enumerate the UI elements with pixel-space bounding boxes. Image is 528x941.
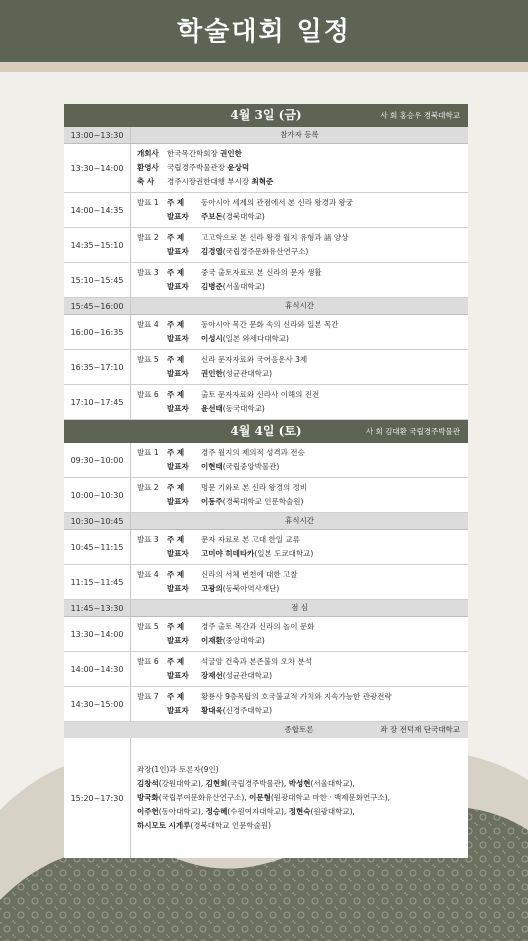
session-topic: 중국 출토자료로 본 신라의 문자 생활 — [201, 268, 322, 277]
time-cell: 14:00~14:35 — [64, 193, 131, 227]
opening-item: 환영사 국립경주박물관장 윤상덕 — [137, 163, 250, 172]
day1-date: 4월 3일 (금) — [230, 108, 302, 122]
registration-label: 참가자 등록 — [280, 130, 319, 139]
row-break — [64, 513, 468, 530]
panelist-line: 하시모토 시게루(경북대학교 인문학술원) — [137, 821, 272, 830]
session-topic: 문자 자료로 본 고대 한일 교류 — [201, 535, 300, 544]
time-cell: 09:30~10:00 — [64, 443, 131, 477]
lunch-label: 점 심 — [291, 603, 308, 612]
session-topic: 신라의 서체 변천에 대한 고찰 — [201, 570, 298, 579]
time-cell: 15:20~17:30 — [64, 738, 131, 858]
session-topic: 석굴암 건축과 본존불의 오차 분석 — [201, 657, 312, 666]
schedule-table — [64, 104, 468, 858]
panelist-line: 김창석(강원대학교), 김현희(국립경주박물관), 박성현(서울대학교), — [137, 779, 355, 788]
presenter-name: 고광의 — [201, 584, 223, 593]
presenter-name: 이동주 — [201, 497, 223, 506]
day1-header — [64, 104, 468, 127]
session-topic: 출토 문자자료와 신라사 이해의 진전 — [201, 390, 320, 399]
presenter-name: 김병준 — [201, 282, 223, 291]
presenter-name: 황대욱 — [201, 706, 223, 715]
time-cell: 17:10~17:45 — [64, 385, 131, 419]
time-cell: 16:00~16:35 — [64, 315, 131, 349]
row-discussion — [64, 738, 468, 858]
day2-chair: 사 회 김대환 국립경주박물관 — [365, 427, 460, 436]
time-cell: 14:30~15:00 — [64, 687, 131, 721]
session-topic: 명문 기와로 본 신라 왕경의 정비 — [201, 483, 308, 492]
row-session: 09:30~10:00 발표 1 주 제 경주 월지의 제의적 성격과 전승 발표자 이현태(국립중앙박물관) — [64, 443, 468, 478]
panelist-line: 이주헌(동아대학교), 정승혜(수원여자대학교), 정현숙(원광대학교), — [137, 807, 355, 816]
time-cell: 11:45~13:30 — [64, 600, 131, 616]
time-cell: 10:45~11:15 — [64, 530, 131, 564]
day1-chair: 사 회 홍승우 경북대학교 — [380, 111, 460, 120]
header-band — [0, 62, 528, 72]
row-session: 16:35~17:10 발표 5 주 제 신라 문자자료와 국어음운사 3제 발표자 권인한(성균관대학교) — [64, 350, 468, 385]
time-cell: 10:00~10:30 — [64, 478, 131, 512]
opening-item: 축 사 경주시장권한대행 부시장 최혁준 — [137, 177, 274, 186]
row-session: 14:30~15:00 발표 7 주 제 황룡사 9층목탑의 호국불교적 가치와 지속가능한 관광전략 발표자 황대욱(신경주대학교) — [64, 687, 468, 722]
session-topic: 고고학으로 본 신라 왕경 월지 유형과 諸 양상 — [201, 233, 349, 242]
discussion-chair: 좌 장 전덕재 단국대학교 — [380, 725, 460, 734]
session-topic: 동아시아 세계의 관점에서 본 신라 왕경과 왕궁 — [201, 198, 353, 207]
row-opening — [64, 144, 468, 193]
opening-list — [131, 144, 468, 192]
session-topic: 동아시아 목간 문화 속의 신라와 일본 목간 — [201, 320, 339, 329]
row-session: 14:00~14:35 발표 1 주 제 동아시아 세계의 관점에서 본 신라 왕경과 왕궁 발표자 주보돈(경북대학교) — [64, 193, 468, 228]
presenter-name: 이현태 — [201, 462, 223, 471]
session-topic: 경주 월지의 제의적 성격과 전승 — [201, 448, 305, 457]
session-topic: 경주 출토 목간과 신라의 놀이 문화 — [201, 622, 315, 631]
time-cell: 14:35~15:10 — [64, 228, 131, 262]
row-session: 11:15~11:45 발표 4 주 제 신라의 서체 변천에 대한 고찰 발표자 고광의(동북아역사재단) — [64, 565, 468, 600]
discussion-panel: 좌장(1인)과 토론자(9인) 김창석(강원대학교), 김현희(국립경주박물관), 박성현(서울대학교), 방국화(국립부여문화유산연구소), 이문형(원광대학교 마한 · 백제문화연구소), 이주헌(동아대학교), 정승혜(수원여자대학교), 정현숙(원광대학교), 하시모토 시게루(경북대학교 인문학술원) — [131, 738, 468, 858]
time-cell: 15:10~15:45 — [64, 263, 131, 297]
row-break — [64, 298, 468, 315]
presenter-name: 장재선 — [201, 671, 223, 680]
break-label: 휴식시간 — [285, 301, 314, 310]
session-topic: 황룡사 9층목탑의 호국불교적 가치와 지속가능한 관광전략 — [201, 692, 392, 701]
row-session: 14:35~15:10 발표 2 주 제 고고학으로 본 신라 왕경 월지 유형과 諸 양상 발표자 김경열(국립경주문화유산연구소) — [64, 228, 468, 263]
row-session: 16:00~16:35 발표 4 주 제 동아시아 목간 문화 속의 신라와 일본 목간 발표자 이성시(일본 와세다대학교) — [64, 315, 468, 350]
presenter-name: 고미야 히데타카 — [201, 549, 255, 558]
panelist-line: 방국화(국립부여문화유산연구소), 이문형(원광대학교 마한 · 백제문화연구소), — [137, 793, 391, 802]
day2-header — [64, 420, 468, 443]
time-cell: 16:35~17:10 — [64, 350, 131, 384]
row-session: 13:30~14:00 발표 5 주 제 경주 출토 목간과 신라의 놀이 문화 발표자 이재환(중앙대학교) — [64, 617, 468, 652]
row-session: 10:00~10:30 발표 2 주 제 명문 기와로 본 신라 왕경의 정비 발표자 이동주(경북대학교 인문학술원) — [64, 478, 468, 513]
row-registration — [64, 127, 468, 144]
page-title: 학술대회 일정 — [177, 17, 351, 47]
presenter-name: 이재환 — [201, 636, 223, 645]
opening-item: 개회사 한국목간학회장 권인한 — [137, 149, 242, 158]
discussion-label: 종합토론 — [284, 725, 314, 734]
break-label: 휴식시간 — [285, 516, 314, 525]
time-cell: 13:30~14:00 — [64, 617, 131, 651]
presenter-name: 주보돈 — [201, 212, 223, 221]
time-cell: 15:45~16:00 — [64, 298, 131, 314]
row-lunch — [64, 600, 468, 617]
presenter-name: 윤선태 — [201, 404, 223, 413]
time-cell: 14:00~14:30 — [64, 652, 131, 686]
time-cell: 11:15~11:45 — [64, 565, 131, 599]
row-session: 17:10~17:45 발표 6 주 제 출토 문자자료와 신라사 이해의 진전 발표자 윤선태(동국대학교) — [64, 385, 468, 420]
page-header — [0, 0, 528, 62]
session-topic: 신라 문자자료와 국어음운사 3제 — [201, 355, 308, 364]
time-cell: 10:30~10:45 — [64, 513, 131, 529]
row-session: 15:10~15:45 발표 3 주 제 중국 출토자료로 본 신라의 문자 생활 발표자 김병준(서울대학교) — [64, 263, 468, 298]
presenter-name: 김경열 — [201, 247, 223, 256]
presenter-name: 이성시 — [201, 334, 223, 343]
day2-date: 4월 4일 (토) — [230, 424, 302, 438]
time-cell: 13:00~13:30 — [64, 127, 131, 143]
presenter-name: 권인한 — [201, 369, 223, 378]
time-cell: 13:30~14:00 — [64, 144, 131, 192]
row-session: 14:00~14:30 발표 6 주 제 석굴암 건축과 본존불의 오차 분석 발표자 장재선(성균관대학교) — [64, 652, 468, 687]
row-session: 10:45~11:15 발표 3 주 제 문자 자료로 본 고대 한일 교류 발표자 고미야 히데타카(일본 도쿄대학교) — [64, 530, 468, 565]
row-discussion-header — [64, 722, 468, 738]
